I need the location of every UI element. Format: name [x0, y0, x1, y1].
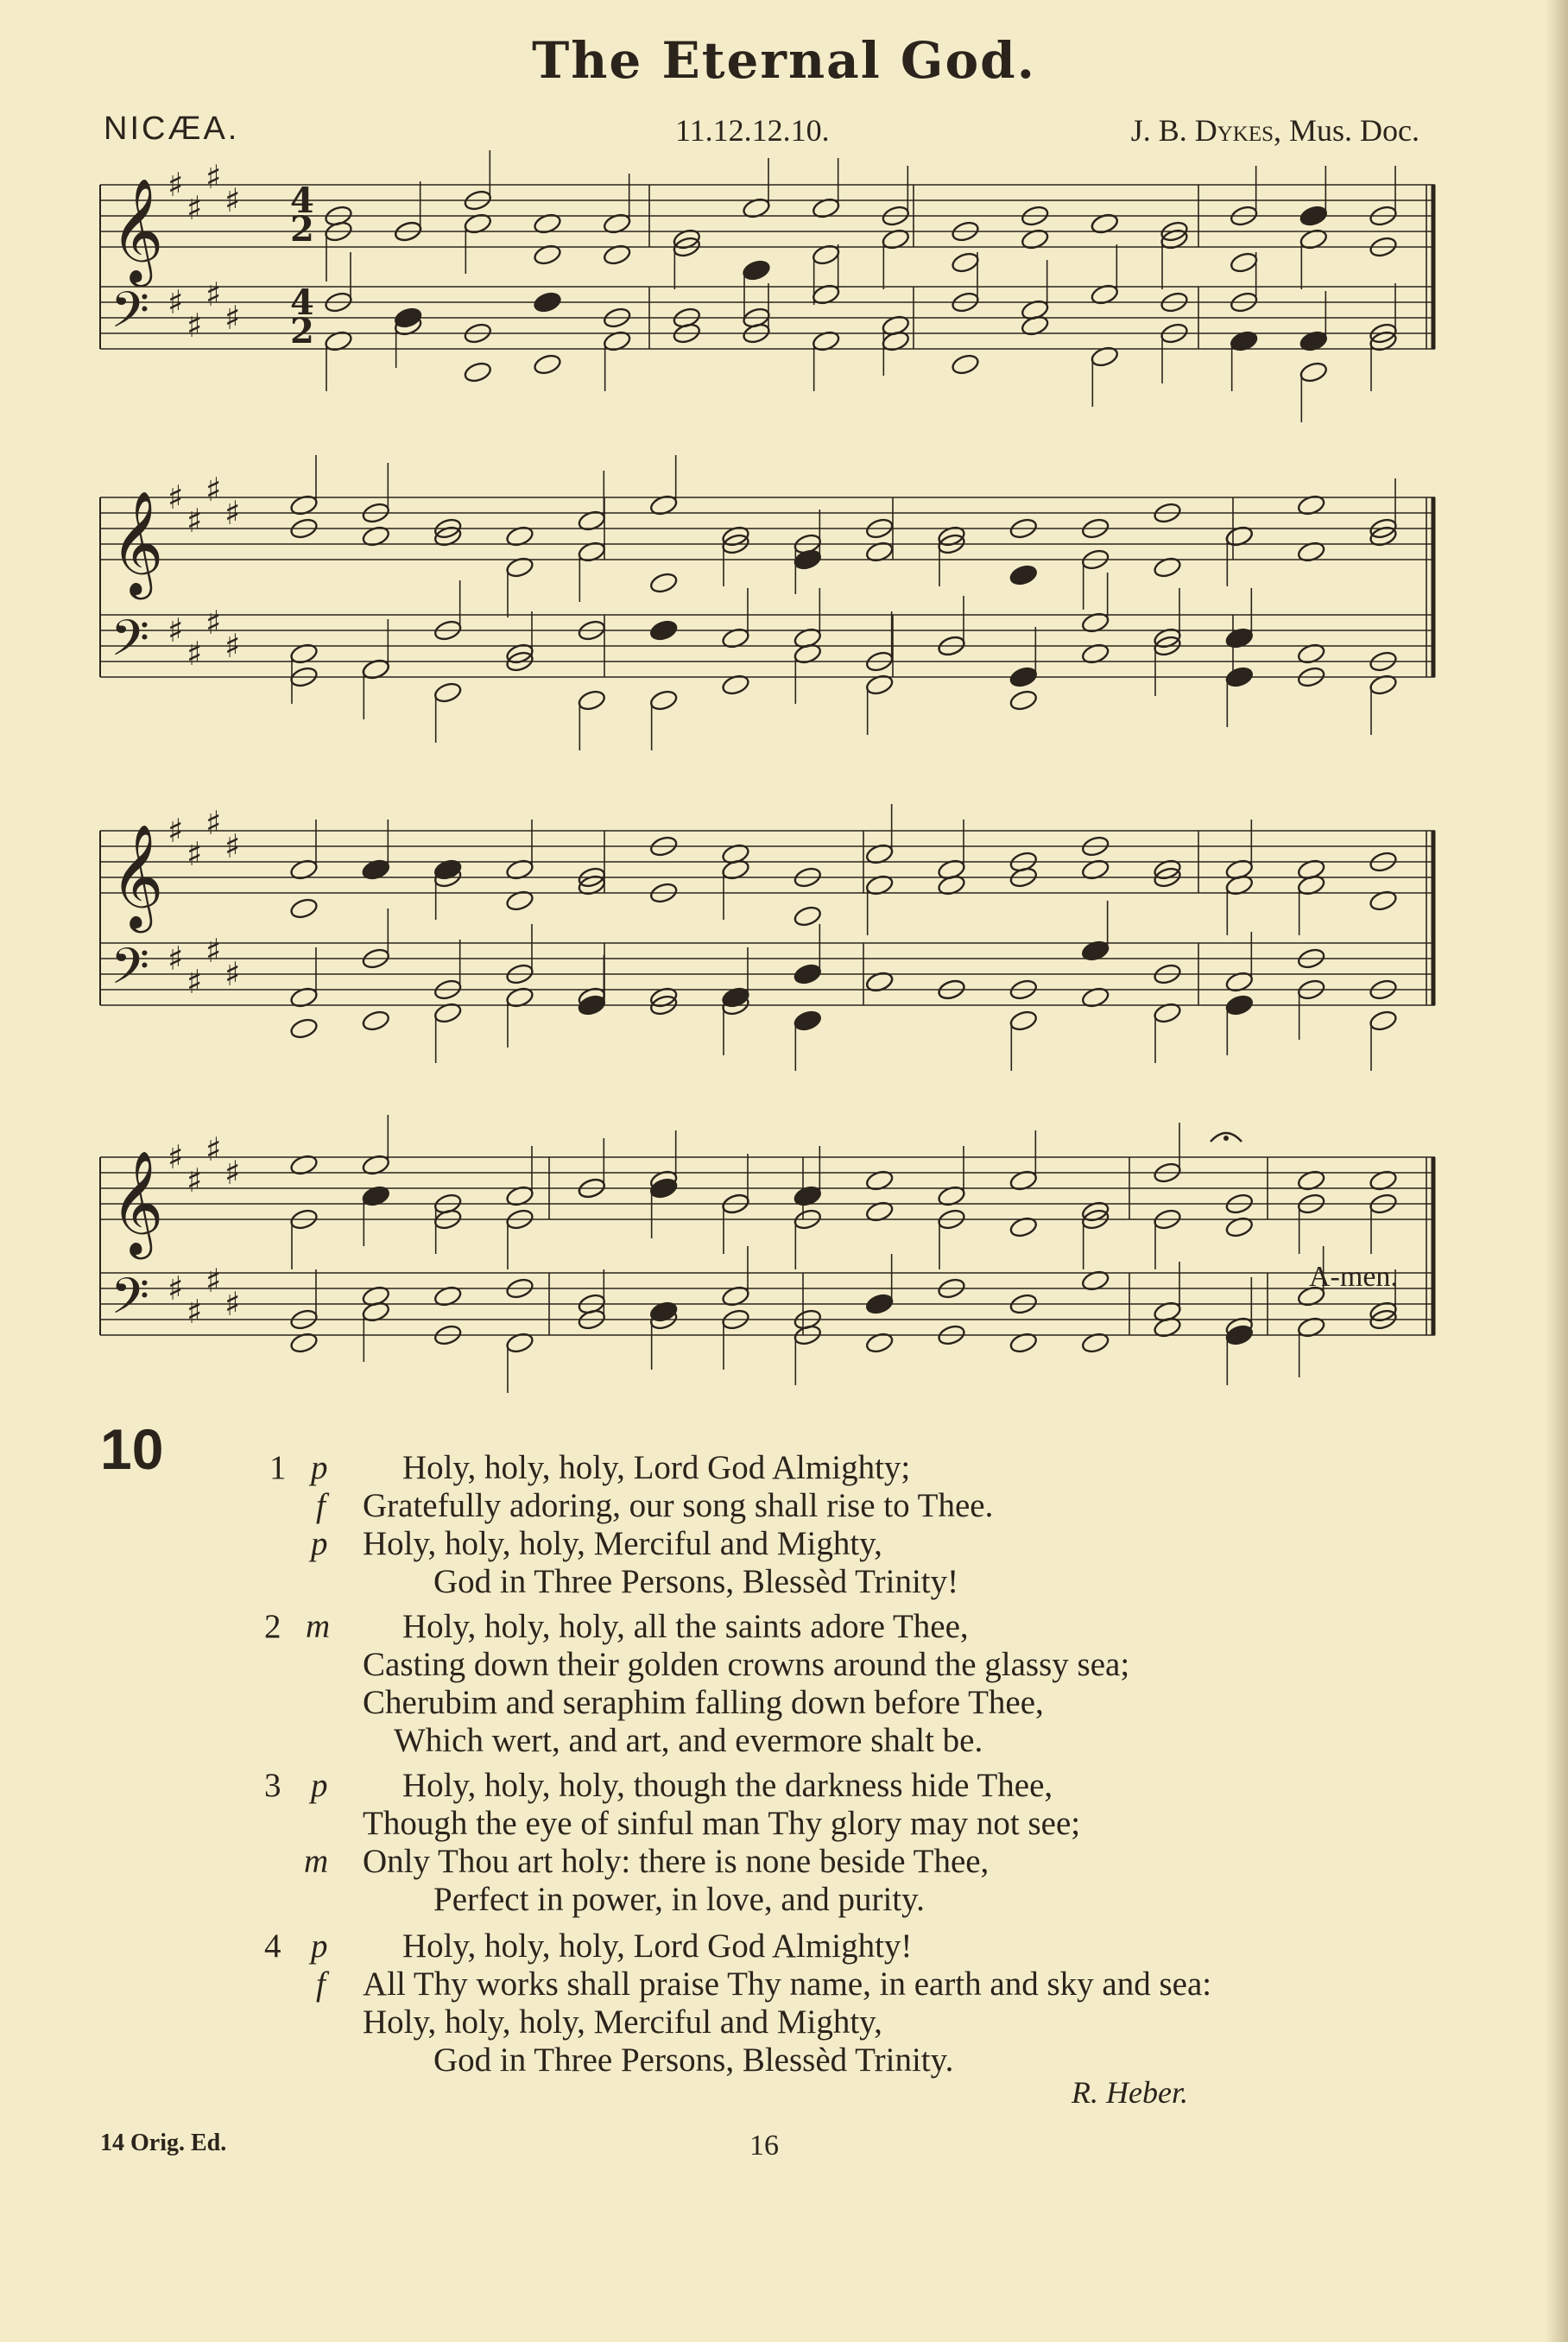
page-number: 16	[749, 2130, 779, 2162]
verse-line: Holy, holy, holy, Lord God Almighty!	[402, 1927, 913, 1965]
sharp-icon: ♯	[187, 963, 203, 1001]
verse-line: Though the eye of sinful man Thy glory may not see;	[363, 1805, 1081, 1842]
sharp-icon: ♯	[168, 940, 184, 978]
note-head	[289, 896, 319, 920]
dynamic-mark: p	[311, 1525, 328, 1562]
time-sig-top-treble: 4	[290, 180, 314, 221]
hymn-number: 10	[100, 1417, 164, 1481]
sharp-icon: ♯	[168, 283, 184, 321]
sharp-icon: ♯	[187, 635, 203, 673]
note-head	[648, 688, 678, 712]
treble-clef-icon: 𝄞	[111, 823, 164, 928]
meter: 11.12.12.10.	[675, 113, 830, 148]
treble-clef-icon: 𝄞	[111, 1149, 164, 1255]
verse-line: Which wert, and art, and evermore shalt be.	[394, 1722, 983, 1759]
note-head	[533, 352, 562, 376]
verse-line: Casting down their golden crowns around the glassy sea;	[363, 1646, 1130, 1683]
note-head	[648, 618, 678, 642]
verse-line: Perfect in power, in love, and purity.	[433, 1881, 925, 1918]
sharp-icon: ♯	[168, 812, 184, 850]
sharp-icon: ♯	[205, 1130, 222, 1168]
sharp-icon: ♯	[168, 478, 184, 516]
amen-label: A-men.	[1309, 1261, 1398, 1293]
note-head	[463, 360, 492, 383]
sharp-icon: ♯	[187, 502, 203, 540]
sharp-icon: ♯	[187, 307, 203, 345]
verse-line: Cherubim and seraphim falling down before Thee,	[363, 1684, 1044, 1721]
sharp-icon: ♯	[187, 1293, 203, 1331]
sharp-icon: ♯	[187, 189, 203, 227]
verse-line: Holy, holy, holy, all the saints adore Thee,	[402, 1608, 969, 1645]
bass-clef-icon: 𝄢	[111, 937, 150, 1008]
note-head	[648, 571, 678, 594]
sharp-icon: ♯	[205, 1262, 222, 1300]
verse-line: Holy, holy, holy, Merciful and Mighty,	[363, 2003, 882, 2041]
sharp-icon: ♯	[224, 627, 241, 665]
note-head	[742, 258, 771, 282]
note-head	[951, 352, 980, 376]
sharp-icon: ♯	[224, 1285, 241, 1323]
composer-degree: , Mus. Doc.	[1274, 113, 1419, 148]
bass-clef-icon: 𝄢	[111, 281, 150, 351]
note-head	[1224, 993, 1254, 1016]
edition-note: 14 Orig. Ed.	[100, 2130, 227, 2156]
treble-clef-icon: 𝄞	[111, 490, 164, 595]
note-head	[793, 904, 822, 927]
sharp-icon: ♯	[187, 835, 203, 873]
sharp-icon: ♯	[205, 158, 222, 196]
bass-clef-icon: 𝄢	[111, 1267, 150, 1338]
note-head	[793, 962, 822, 985]
note-head	[433, 680, 462, 704]
verse-line: Holy, holy, holy, Merciful and Mighty,	[363, 1525, 882, 1562]
note-head	[533, 290, 562, 313]
page-title: The Eternal God.	[532, 31, 1036, 90]
time-sig-bottom-bass: 2	[290, 311, 314, 351]
time-sig-top-bass: 4	[290, 282, 314, 323]
verse-line: God in Three Persons, Blessèd Trinity.	[433, 2041, 954, 2079]
note-head	[577, 688, 606, 712]
verse-line: All Thy works shall praise Thy name, in earth and sky and sea:	[363, 1965, 1212, 2003]
sharp-icon: ♯	[205, 804, 222, 842]
verse-number: 4	[264, 1927, 281, 1965]
hymn-author: R. Heber.	[1072, 2075, 1188, 2110]
note-head	[1299, 360, 1328, 383]
sharp-icon: ♯	[224, 299, 241, 337]
verse-line: Holy, holy, holy, Lord God Almighty;	[402, 1449, 911, 1486]
note-head	[864, 1292, 894, 1315]
dynamic-mark: p	[311, 1449, 328, 1486]
composer-initials: J. B.	[1130, 113, 1195, 148]
composer-surname: Dykes	[1194, 113, 1274, 148]
sharp-icon: ♯	[187, 1162, 203, 1199]
sharp-icon: ♯	[224, 181, 241, 219]
verse-number: 2	[264, 1608, 281, 1645]
note-head	[951, 250, 980, 274]
verse-line: Only Thou art holy: there is none beside Thee,	[363, 1843, 989, 1880]
verse-number: 1	[269, 1449, 287, 1486]
fermata-dot	[1223, 1136, 1229, 1141]
sharp-icon: ♯	[224, 955, 241, 993]
verse-line: Holy, holy, holy, though the darkness hide Thee,	[402, 1767, 1053, 1804]
dynamic-mark: m	[304, 1843, 329, 1880]
sharp-icon: ♯	[168, 1269, 184, 1307]
dynamic-mark: m	[306, 1608, 331, 1645]
tune-name: NICÆA.	[104, 111, 240, 147]
sharp-icon: ♯	[224, 827, 241, 865]
sharp-icon: ♯	[224, 494, 241, 532]
treble-clef-icon: 𝄞	[111, 177, 164, 282]
note-head	[1008, 563, 1038, 586]
note-head	[361, 1009, 390, 1032]
sharp-icon: ♯	[224, 1154, 241, 1192]
time-sig-bottom-treble: 2	[290, 209, 314, 250]
dynamic-mark: p	[311, 1767, 328, 1804]
sharp-icon: ♯	[205, 471, 222, 509]
note-head	[289, 1016, 319, 1040]
note-head	[1008, 1009, 1038, 1032]
verse-number: 3	[264, 1767, 281, 1804]
note-head	[793, 1009, 822, 1032]
verse-line: Gratefully adoring, our song shall rise to Thee.	[363, 1487, 994, 1524]
note-head	[1369, 1009, 1398, 1032]
note-head	[1008, 688, 1038, 712]
note-head	[1224, 665, 1254, 688]
dynamic-mark: f	[316, 1487, 326, 1524]
sharp-icon: ♯	[205, 275, 222, 313]
sharp-icon: ♯	[205, 604, 222, 642]
dynamic-mark: p	[311, 1927, 328, 1965]
sharp-icon: ♯	[205, 932, 222, 970]
bass-clef-icon: 𝄢	[111, 609, 150, 680]
note-head	[1299, 204, 1328, 227]
note-head	[1229, 250, 1258, 274]
note-head	[1008, 665, 1038, 688]
sharp-icon: ♯	[168, 166, 184, 204]
verse-line: God in Three Persons, Blessèd Trinity!	[433, 1563, 959, 1600]
sharp-icon: ♯	[168, 611, 184, 649]
dynamic-mark: f	[316, 1965, 326, 2003]
sharp-icon: ♯	[168, 1138, 184, 1176]
